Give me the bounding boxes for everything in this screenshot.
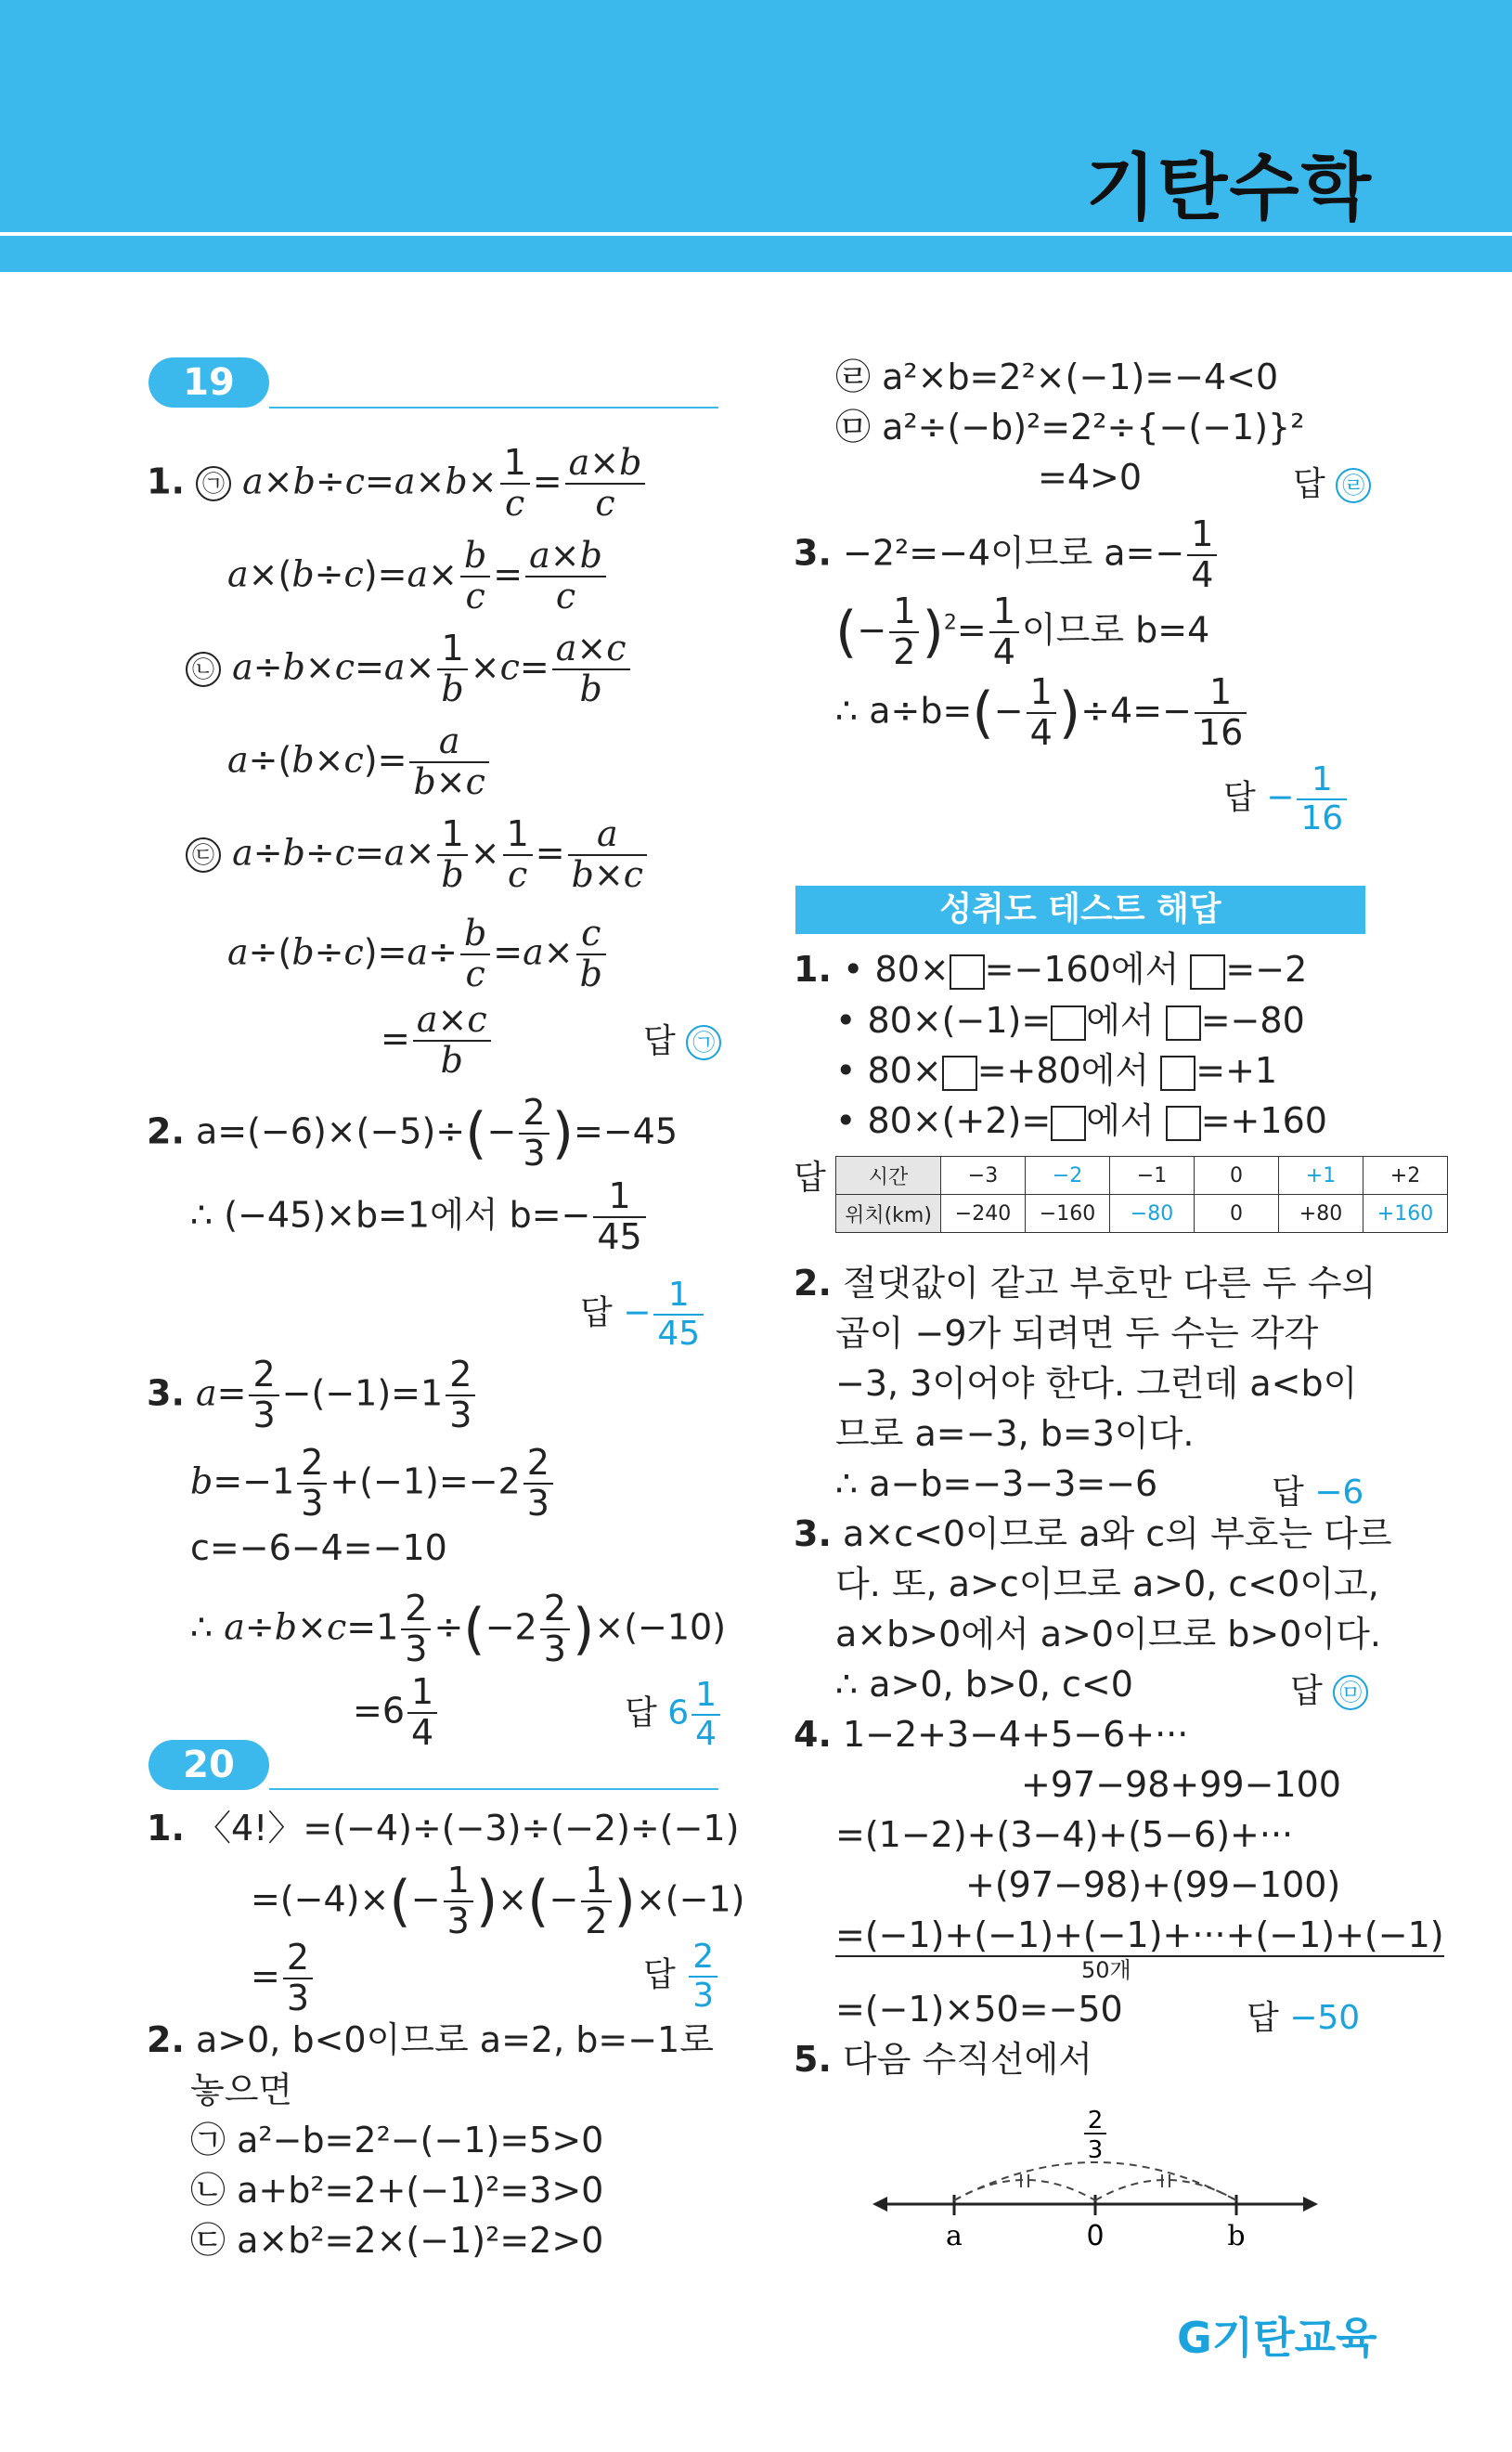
label-a: a <box>946 2220 963 2252</box>
section-badge-19: 19 <box>149 357 269 408</box>
t2-answer: 답 −6 <box>1272 1473 1364 1511</box>
t2-line3: −3, 3이어야 한다. 그런데 a<b이 <box>835 1363 1358 1404</box>
q19-3-line3: c=−6−4=−10 <box>190 1527 447 1568</box>
table-cell: 0 <box>1195 1157 1279 1195</box>
q20-2-line1: 2. a>0, b<0이므로 a=2, b=−1로 <box>147 2019 714 2060</box>
t4-answer: 답 −50 <box>1247 1999 1361 2037</box>
q20-1-line2: =(−4)×(− $\frac{1}{3}$ )×(− $\frac{1}{2}$ )×(−1) <box>251 1860 745 1941</box>
section-badge-20: 20 <box>149 1740 269 1790</box>
right-arrow-icon <box>1303 2197 1318 2212</box>
t1-line2: • 80×(−1)= 에서 =−80 <box>835 1000 1305 1041</box>
t1-line4: • 80×(+2)= 에서 =+160 <box>835 1100 1327 1141</box>
t2-line1: 2. 절댓값이 같고 부호만 다른 두 수의 <box>794 1263 1376 1304</box>
q20-1-line3: = $\frac{2}{3}$ <box>251 1939 316 2018</box>
t3-line1: 3. a×c<0이므로 a와 c의 부호는 다르 <box>794 1513 1392 1554</box>
table-cell: +160 <box>1363 1195 1448 1233</box>
section-rule-19 <box>269 407 718 409</box>
q19-1-answer: 답 ㉠ <box>643 1015 721 1062</box>
t4-line4: +(97−98)+(99−100) <box>965 1864 1341 1905</box>
q20-3-answer: 답 − $\frac{1}{16}$ <box>1223 761 1350 837</box>
q19-3-line5: =6 $\frac{1}{4}$ <box>353 1673 440 1753</box>
q19-1-line6: a÷(b÷c)=a÷ $\frac{b}{c}$ =a× $\frac{c}{b}$ <box>227 915 609 994</box>
q19-1-line4: a÷(b×c)= $\frac{a}{b\times c}$ <box>227 722 492 802</box>
t1-line3: • 80× =+80에서 =+1 <box>835 1050 1278 1091</box>
q19-2-line2: ∴ (−45)×b=1에서 b=− $\frac{1}{45}$ <box>190 1177 649 1257</box>
t4-note: 50개 <box>1081 1957 1131 1983</box>
t2-line5: ∴ a−b=−3−3=−6 <box>835 1463 1158 1504</box>
arc-frac-den: 3 <box>1087 2136 1104 2164</box>
t4-line5: =(−1)+(−1)+(−1)+···+(−1)+(−1) <box>835 1914 1444 1955</box>
t5-line1: 5. 다음 수직선에서 <box>794 2039 1093 2080</box>
table-cell: −80 <box>1110 1195 1195 1233</box>
table-cell: −160 <box>1026 1195 1110 1233</box>
achievement-test-header: 성취도 테스트 해답 <box>795 886 1365 934</box>
q19-2-answer: 답 − $\frac{1}{45}$ <box>580 1277 706 1352</box>
q20-2-answer: 답 ㉣ <box>1293 458 1371 505</box>
q20-3-line3: ∴ a÷b=(− $\frac{1}{4}$ )÷4=− $\frac{1}{16}$ <box>835 673 1249 753</box>
t3-line2: 다. 또, a>c이므로 a>0, c<0이고, <box>835 1563 1379 1604</box>
q20-2-line4: ㉡ a+b²=2+(−1)²=3>0 <box>190 2170 604 2211</box>
q20-2-line6: ㉣ a²×b=2²×(−1)=−4<0 <box>835 357 1279 397</box>
q20-2-line8: =4>0 <box>1038 457 1143 498</box>
brand-logo: 기탄수학 <box>1085 147 1373 230</box>
q20-1-line1: 1. 〈4!〉=(−4)÷(−3)÷(−2)÷(−1) <box>147 1808 740 1849</box>
q19-1-line3: ㉡ a÷b×c=a× $\frac{1}{b}$ ×c= $\frac{a\times c}{b}$ <box>186 629 633 709</box>
q20-1-answer: 답 $\frac{2}{3}$ <box>643 1939 720 2014</box>
t2-line4: 므로 a=−3, b=3이다. <box>835 1413 1195 1454</box>
table-cell: −240 <box>941 1195 1026 1233</box>
t3-answer: 답 ㉤ <box>1290 1665 1368 1712</box>
publisher-logo: G기탄교육 <box>1177 2313 1377 2363</box>
section-rule-20 <box>269 1788 718 1790</box>
q20-2-line3: ㉠ a²−b=2²−(−1)=5>0 <box>190 2120 604 2160</box>
table-cell: +1 <box>1279 1157 1363 1195</box>
label-0: 0 <box>1086 2220 1105 2252</box>
q20-3-line1: 3. −2²=−4이므로 a=− $\frac{1}{4}$ <box>794 515 1220 595</box>
q20-2-line2: 놓으면 <box>190 2069 293 2110</box>
table-cell: −2 <box>1026 1157 1110 1195</box>
q19-1-line1: 1. ㉠ a×b÷c=a×b× $\frac{1}{c}$ = $\frac{a\times b}{c}$ <box>147 444 648 524</box>
t2-line2: 곱이 −9가 되려면 두 수는 각각 <box>835 1313 1319 1354</box>
q20-2-line5: ㉢ a×b²=2×(−1)²=2>0 <box>190 2220 604 2261</box>
q19-1-line7: = $\frac{a\times c}{b}$ <box>381 1001 494 1081</box>
q19-3-line1: 3. a= $\frac{2}{3}$ −(−1)=1 $\frac{2}{3}$ <box>147 1356 478 1435</box>
q19-3-line2: b=−1 $\frac{2}{3}$ +(−1)=−2 $\frac{2}{3}$ <box>190 1444 556 1524</box>
t4-line6: =(−1)×50=−50 <box>835 1989 1123 2030</box>
table-cell: −3 <box>941 1157 1026 1195</box>
left-arrow-icon <box>872 2197 887 2212</box>
arc-frac-num: 2 <box>1087 2107 1104 2134</box>
table-cell: −1 <box>1110 1157 1195 1195</box>
table-header-position: 위치(km) <box>836 1195 941 1233</box>
q19-1-line5: ㉢ a÷b÷c=a× $\frac{1}{b}$ × $\frac{1}{c}$ = $\frac{a}{b\times c}$ <box>186 815 650 895</box>
t1-line1: 1. • 80× =−160에서 =−2 <box>794 949 1308 990</box>
table-cell: +80 <box>1279 1195 1363 1233</box>
arc-a-0 <box>954 2180 1095 2200</box>
t4-line3: =(1−2)+(3−4)+(5−6)+··· <box>835 1814 1294 1855</box>
t3-line4: ∴ a>0, b>0, c<0 <box>835 1664 1133 1705</box>
time-position-table <box>835 1156 1448 1233</box>
q20-3-line2: (− $\frac{1}{2}$ )$^2$= $\frac{1}{4}$ 이므로 b=4 <box>835 590 1210 672</box>
t3-line3: a×b>0에서 a>0이므로 b>0이다. <box>835 1614 1381 1654</box>
header-banner <box>0 0 1512 272</box>
t4-line2: +97−98+99−100 <box>1021 1764 1341 1805</box>
t1-answer-label: 답 <box>794 1159 826 1197</box>
arc-a-b <box>954 2162 1236 2200</box>
q20-2-line7: ㉤ a²÷(−b)²=2²÷{−(−1)}² <box>835 407 1305 448</box>
number-line-diagram <box>872 2106 1318 2254</box>
table-cell: 0 <box>1195 1195 1279 1233</box>
q19-3-answer: 답 6 $\frac{1}{4}$ <box>625 1677 723 1752</box>
q19-1-line2: a×(b÷c)=a× $\frac{b}{c}$ = $\frac{a\times b}{c}$ <box>227 537 609 616</box>
t4-line1: 4. 1−2+3−4+5−6+··· <box>794 1714 1189 1755</box>
table-header-time: 시간 <box>836 1157 941 1195</box>
table-cell: +2 <box>1363 1157 1448 1195</box>
arc-0-b <box>1095 2180 1236 2200</box>
q19-2-line1: 2. a=(−6)×(−5)÷(− $\frac{2}{3}$ )=−45 <box>147 1092 678 1174</box>
label-b: b <box>1227 2220 1246 2252</box>
q19-3-line4: ∴ a÷b×c=1 $\frac{2}{3}$ ÷(−2 $\frac{2}{3}$ )×(−10) <box>190 1588 727 1669</box>
